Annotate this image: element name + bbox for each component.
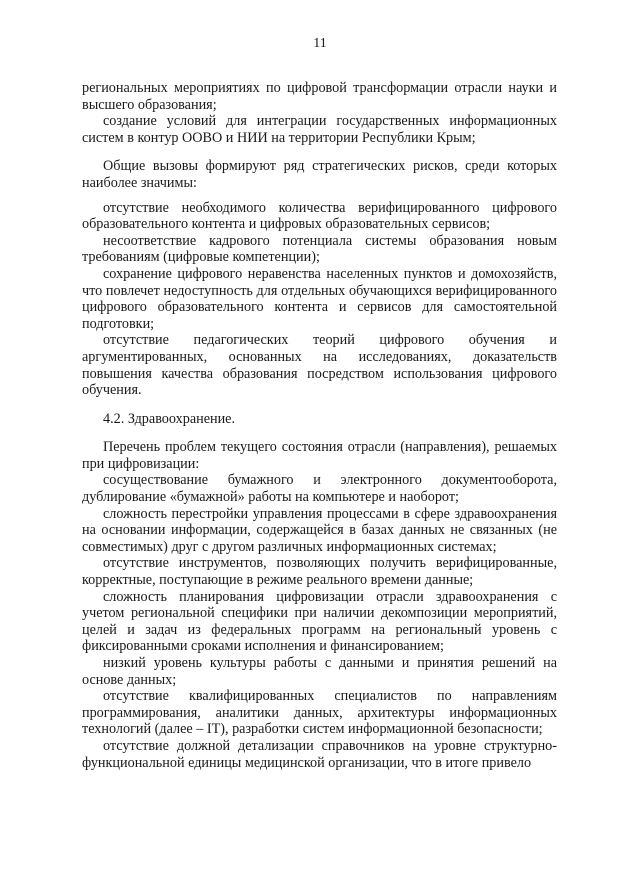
risk-item-content: отсутствие необходимого количества верифицированного цифрового образовательного контента и цифровых образовательных сервисов;	[82, 199, 557, 233]
list-item-integration: создание условий для интеграции государственных информационных систем в контур ООВО и НИИ на территории Республики Крым;	[82, 113, 557, 146]
section-heading-healthcare: 4.2. Здравоохранение.	[103, 410, 236, 427]
problem-item-tools: отсутствие инструментов, позволяющих получить верифицированные, корректные, поступающие в режиме реального времени данные;	[82, 555, 557, 589]
problem-item-process: сложность перестройки управления процессами в сфере здравоохранения на основании информации, содержащейся в базах данных не связанных (не совместимых) друг с другом различных информационных системах;	[82, 505, 557, 555]
risk-item-personnel: несоответствие кадрового потенциала системы образования новым требованиям (цифровые компетенции);	[82, 232, 557, 266]
paragraph-risks-intro: Общие вызовы формируют ряд стратегических рисков, среди которых наиболее значимы:	[82, 158, 557, 191]
problem-item-specialists: отсутствие квалифицированных специалистов по направлениям программирования, аналитики данных, архитектуры информационных технологий (далее – IT), разработки систем информационной безопасности;	[82, 688, 557, 738]
document-body	[82, 80, 557, 771]
risk-item-theories: отсутствие педагогических теорий цифрового обучения и аргументированных, основанных на исследованиях, доказательств повышения качества образования посредством использования цифрового обучения.	[82, 332, 557, 399]
page-number: 11	[313, 36, 327, 51]
problem-item-documents: сосуществование бумажного и электронного документооборота, дублирование «бумажной» работы на компьютере и наоборот;	[82, 472, 557, 506]
problem-item-data-culture: низкий уровень культуры работы с данными и принятия решений на основе данных;	[82, 655, 557, 688]
problem-item-planning: сложность планирования цифровизации отрасли здравоохранения с учетом региональной специфики при наличии декомпозиции мероприятий, целей и задач из федеральных программ на региональный уровень с фиксированными сроками исполнения и финансированием;	[82, 588, 557, 655]
problem-item-directories: отсутствие должной детализации справочников на уровне структурно-функциональной единицы медицинской организации, что в итоге привело	[82, 737, 557, 771]
paragraph-continuation: региональных мероприятиях по цифровой трансформации отрасли науки и высшего образования;	[82, 80, 557, 113]
risk-item-inequality: сохранение цифрового неравенства населенных пунктов и домохозяйств, что повлечет недоступность для отдельных обучающихся верифицированного цифрового образовательного контента и сервисов для самостоятельной подготовки;	[82, 265, 557, 332]
paragraph-problems-intro: Перечень проблем текущего состояния отрасли (направления), решаемых при цифровизации:	[82, 439, 557, 472]
